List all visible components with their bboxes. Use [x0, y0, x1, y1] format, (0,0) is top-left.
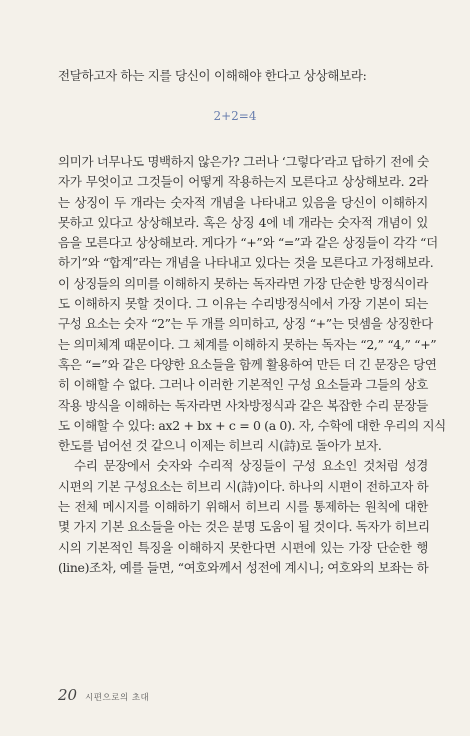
text-line: 도 이해할 수 있다: ax2 + bx + c = 0 (a 0). 자, 수학에 대한 우리의 지식: [58, 417, 446, 433]
text-line: (line)조차, 예를 들면, “여호와께서 성전에 계시니; 여호와의 보좌는 하: [58, 559, 429, 575]
text-line: 작용 방식을 이해하는 독자라면 사차방정식과 같은 복잡한 수리 문장들: [58, 397, 428, 413]
text-line: 못하고 있다고 상상해보라. 혹은 상징 4에 네 개라는 숫자적 개념이 있: [58, 214, 428, 230]
page-footer: [58, 686, 149, 704]
text-line: 도 이해하지 못할 것이다. 그 이유는 수리방정식에서 가장 기본이 되는: [58, 296, 428, 312]
intro-line: 전달하고자 하는 지를 당신이 이해해야 한다고 상상해보라:: [58, 68, 367, 83]
text-line: 하기”와 “합계”라는 개념을 나타내고 있다는 것을 모른다고 가정해보라.: [58, 255, 434, 271]
text-line: 의미가 너무나도 명백하지 않은가? 그러나 ‘그렇다’라고 답하기 전에 숫: [58, 154, 429, 169]
equation: 2+2=4: [213, 109, 257, 123]
page-number: 20: [58, 686, 78, 704]
text-line: 수리 문장에서 숫자와 수리적 상징들이 구성 요소인 것처럼 성경: [74, 458, 428, 474]
running-title: 시편으로의 초대: [85, 693, 150, 703]
text-line: 자가 무엇이고 그것들이 어떻게 작용하는지 모른다고 상상해보라. 2라: [58, 174, 428, 190]
text-line: 시의 기본적인 특징을 이해하지 못한다면 시편에 있는 가장 단순한 행: [58, 539, 428, 555]
text-line: 구성 요소는 숫자 “2”는 두 개를 의미하고, 상징 “+”는 덧셈을 상징한다: [58, 316, 433, 332]
text-line: 몇 가지 기본 요소들을 아는 것은 분명 도움이 될 것이다. 독자가 히브리: [58, 519, 430, 535]
text-line: 히 이해할 수 없다. 그러나 이러한 기본적인 구성 요소들과 그들의 상호: [58, 377, 428, 393]
text-line: 는 상징이 두 개라는 숫자적 개념을 나타내고 있음을 당신이 이해하지: [58, 194, 428, 210]
text-line: 한도를 넘어선 것 같으니 이제는 히브리 시(詩)로 돌아가 보자.: [58, 438, 382, 454]
text-line: 시편의 기본 구성요소는 히브리 시(詩)이다. 하나의 시편이 전하고자 하: [58, 478, 429, 494]
text-line: 혹은 “=”와 같은 다양한 요소들을 함께 활용하여 만든 더 긴 문장은 당연: [58, 356, 437, 372]
text-line: 음을 모른다고 상상해보라. 게다가 “+”와 “=”과 같은 상징들이 각각 “더: [58, 235, 438, 251]
text-line: 이 상징들의 의미를 이해하지 못하는 독자라면 가장 단순한 방정식이라: [58, 275, 428, 291]
body-text: [58, 152, 446, 578]
text-line: 는 전체 메시지를 이해하기 위해서 히브리 시를 통제하는 원칙에 대한: [58, 499, 428, 515]
text-line: 는 의미체계 때문이다. 그 체계를 이해하지 못하는 독자는 “2,” “4,” “+”: [58, 336, 437, 352]
